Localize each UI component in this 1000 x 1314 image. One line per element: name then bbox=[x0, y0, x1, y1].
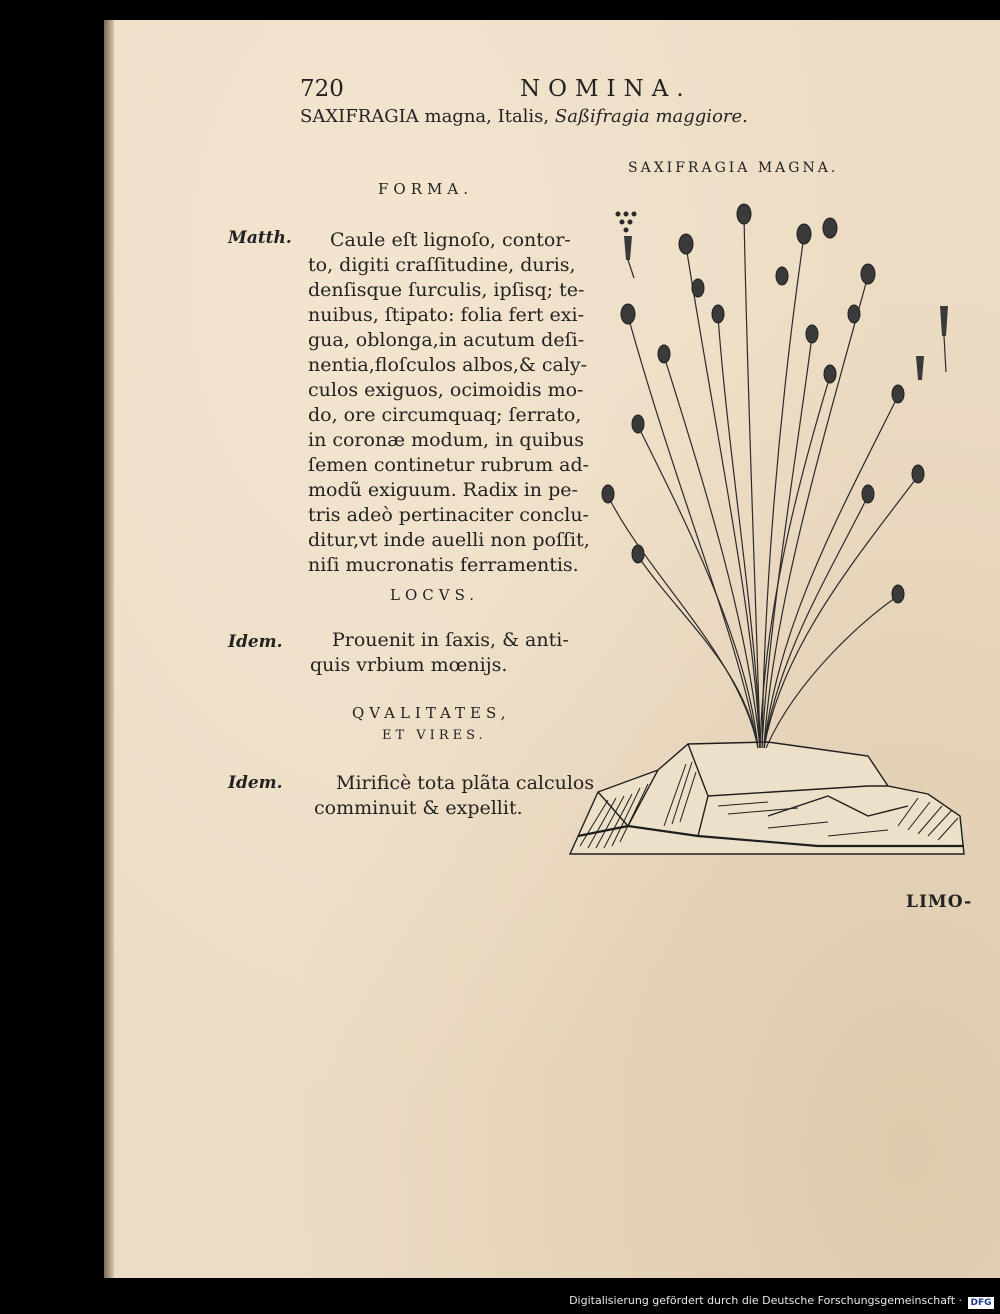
text-line: comminuit & expellit. bbox=[314, 797, 523, 819]
text-line: nentia,floſculos albos,& caly- bbox=[308, 354, 588, 376]
text-line: denſisque ſurculis, ipſisq; te- bbox=[308, 279, 585, 301]
section-heading-locus: LOCVS. bbox=[390, 586, 480, 604]
margin-note-idem: Idem. bbox=[228, 773, 283, 793]
title-roman: SAXIFRAGIA magna, Italis, bbox=[300, 106, 550, 127]
text-line: modũ exiguum. Radix in pe- bbox=[308, 479, 578, 501]
running-head: NOMINA. bbox=[520, 76, 692, 102]
page-number: 720 bbox=[300, 76, 344, 102]
section-heading-forma: FORMA. bbox=[378, 180, 473, 198]
text-line: nuibus, ſtipato: folia fert exi- bbox=[308, 304, 585, 326]
text-line: ſemen continetur rubrum ad- bbox=[308, 454, 590, 476]
text-line: culos exiguos, ocimoidis mo- bbox=[308, 379, 584, 401]
text-line: Mirificè tota plãta calculos bbox=[336, 772, 595, 794]
title-italic: Saßifragia maggiore. bbox=[554, 106, 748, 127]
page-edge-shadow bbox=[104, 20, 114, 1278]
dfg-logo: DFG bbox=[968, 1297, 994, 1309]
text-line: gua, oblonga,in acutum deſi- bbox=[308, 329, 585, 351]
digitization-credit: Digitalisierung gefördert durch die Deutsche Forschungsgemeinschaft · bbox=[569, 1294, 962, 1307]
catchword: LIMO- bbox=[906, 892, 973, 912]
illustration-caption: SAXIFRAGIA MAGNA. bbox=[628, 160, 839, 176]
text-line: tris adeò pertinaciter conclu- bbox=[308, 504, 589, 526]
text-line: Prouenit in ſaxis, & anti- bbox=[332, 629, 569, 651]
section-subheading-vires: ET VIRES. bbox=[382, 728, 487, 743]
rock-base bbox=[570, 742, 964, 854]
chapter-title bbox=[300, 106, 748, 127]
flower-heads bbox=[602, 204, 924, 603]
text-line: to, digiti craſſitudine, duris, bbox=[308, 254, 576, 276]
margin-note-matth: Matth. bbox=[228, 228, 292, 248]
text-line: Caule eſt lignoſo, contor- bbox=[330, 229, 571, 251]
text-line: quis vrbium mœnijs. bbox=[310, 654, 508, 676]
plant-stems bbox=[608, 216, 918, 748]
saxifrage-woodcut bbox=[568, 196, 968, 860]
text-line: ditur,vt inde auelli non poſſit, bbox=[308, 529, 590, 551]
margin-note-idem: Idem. bbox=[228, 632, 283, 652]
section-heading-qualitates: QVALITATES, bbox=[352, 704, 511, 722]
text-line: do, ore circumquaq; ſerrato, bbox=[308, 404, 582, 426]
text-line: in coronæ modum, in quibus bbox=[308, 429, 585, 451]
text-line: niſi mucronatis ferramentis. bbox=[308, 554, 579, 576]
